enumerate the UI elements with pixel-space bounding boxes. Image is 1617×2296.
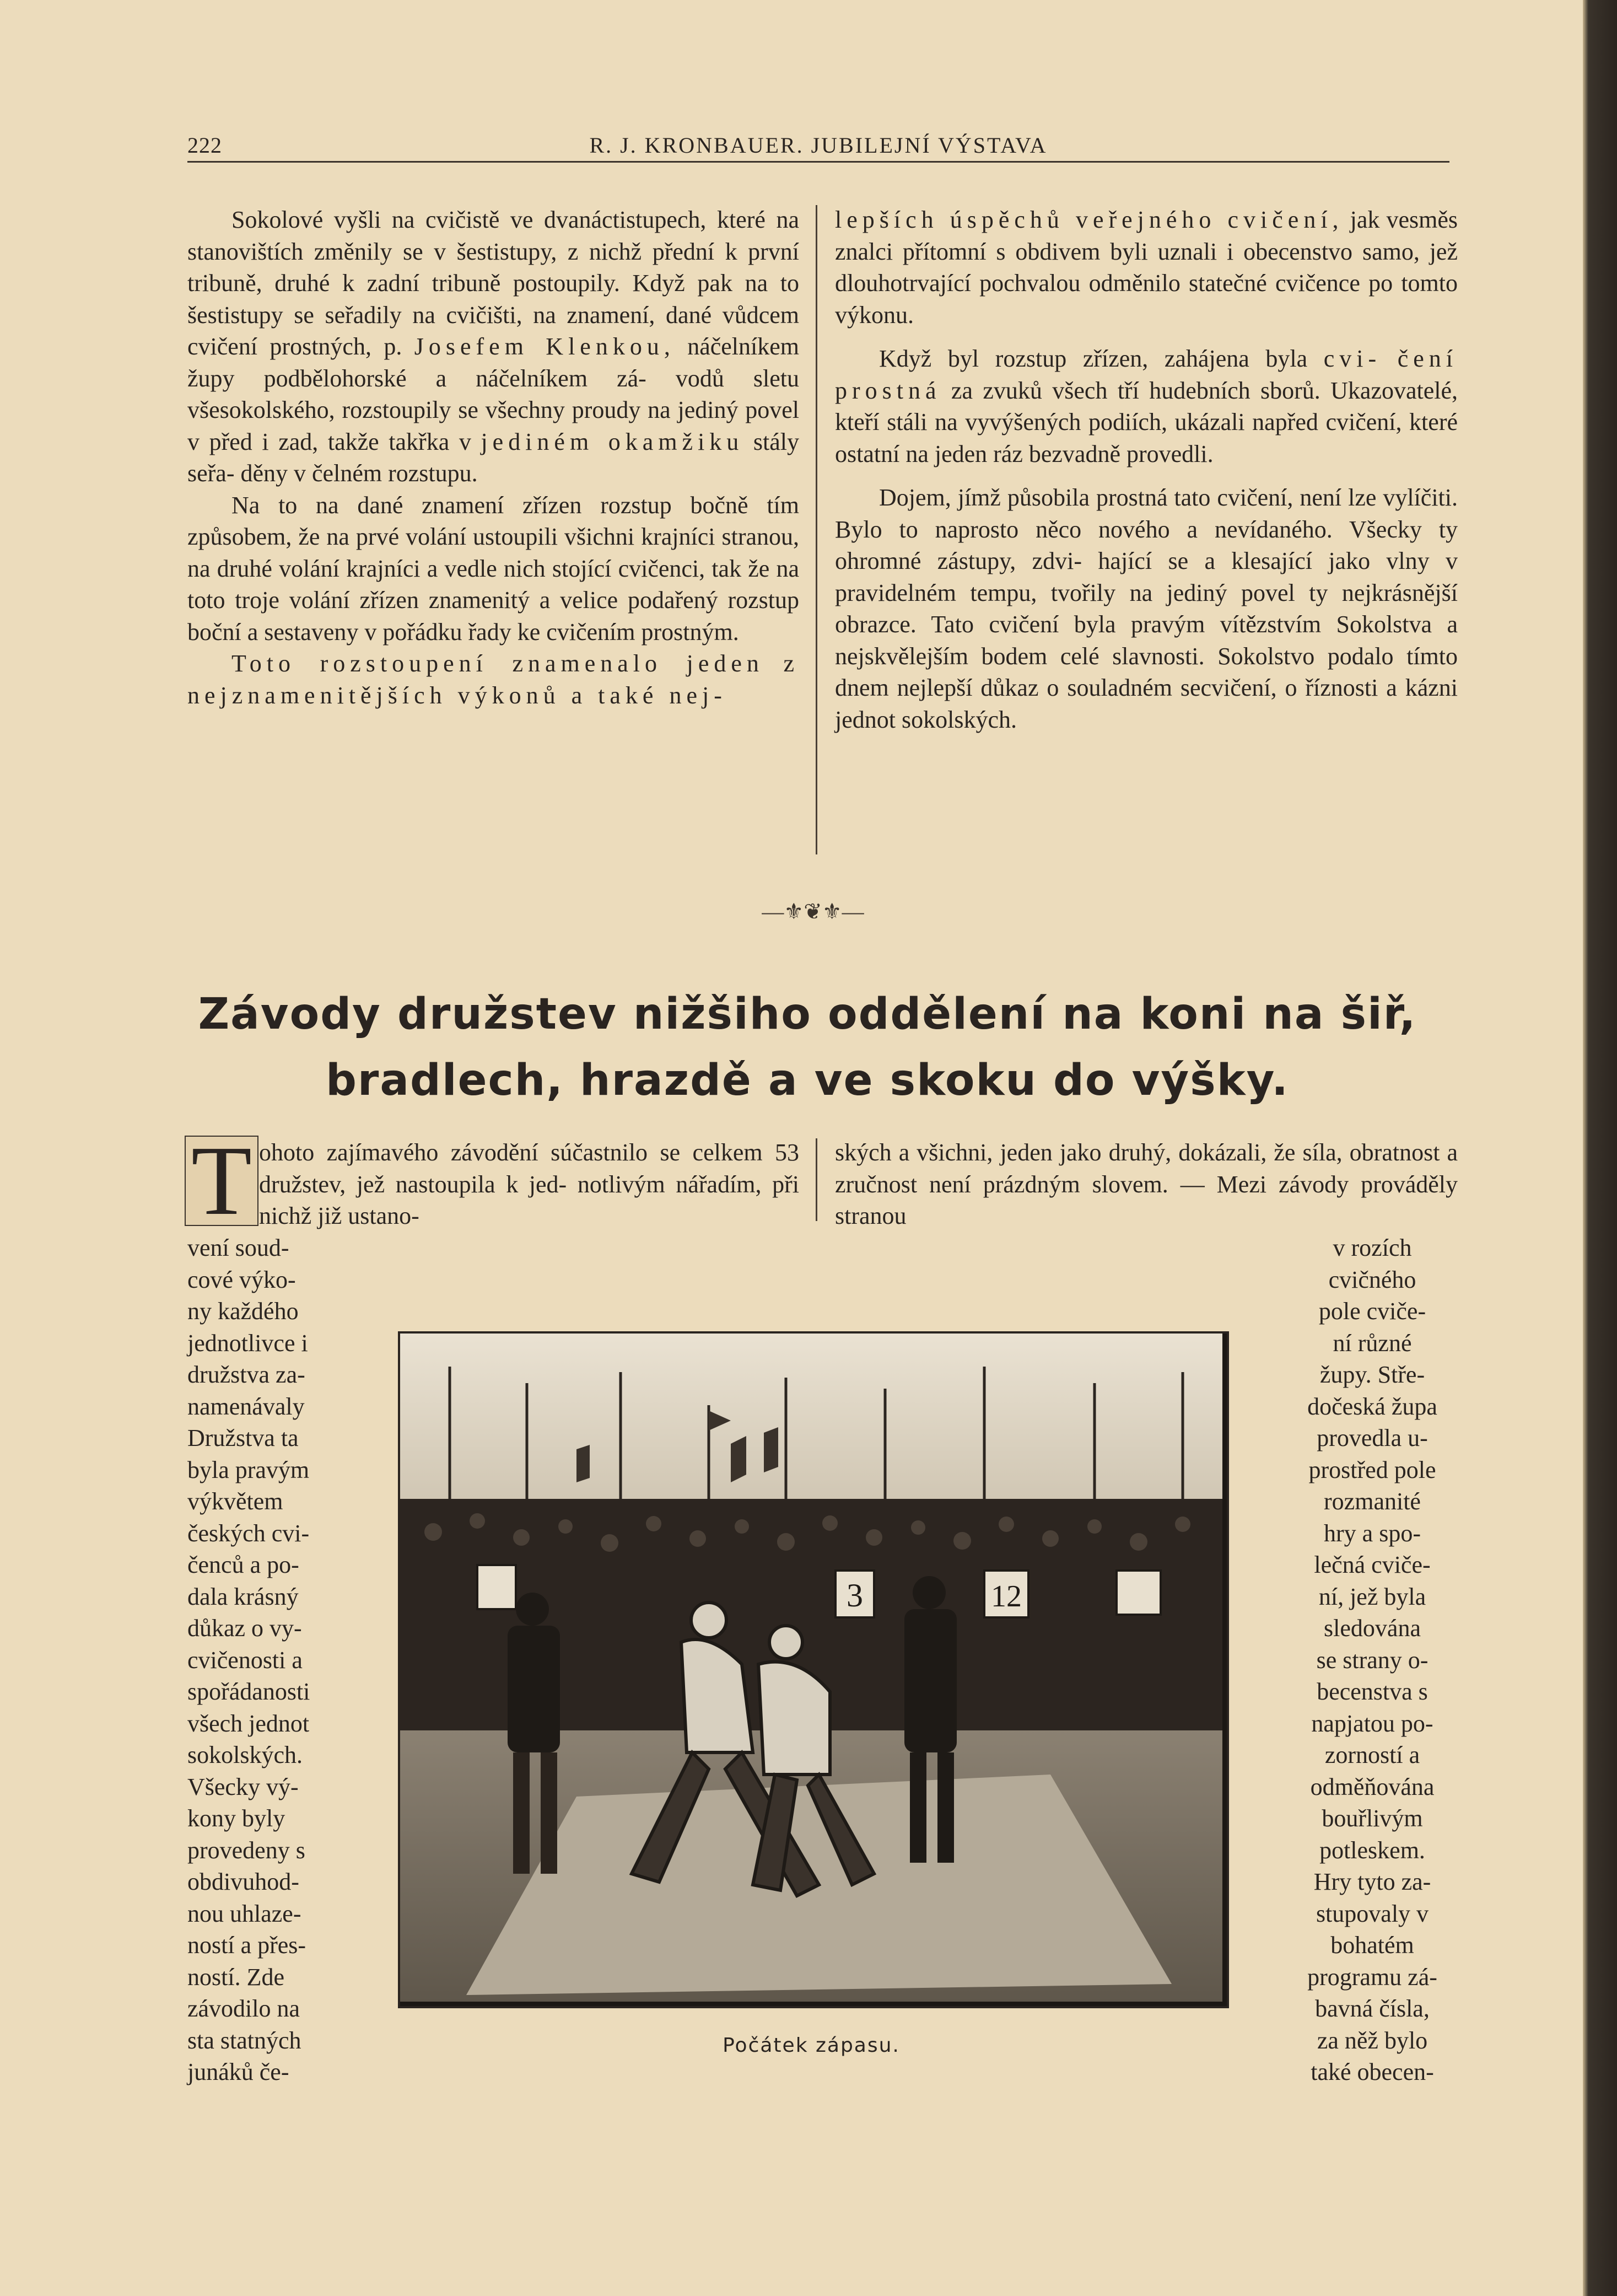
- right-narrow-column: v rozích cvičného pole cviče- ní různé župy. Stře- dočeská župa provedla u- prostřed pole rozmanité hry a spo- lečná cviče- ní, jež byla sledována se strany o- becenstva s napjatou po- zorností a odměňována bouřlivým potleskem. Hry tyto za- stupovaly v bohatém programu zá- bavná čísla, za něž bylo také obecen-: [1307, 1234, 1437, 2085]
- ornament-divider: —⚜❦⚜—: [762, 899, 864, 924]
- paragraph: Na to na dané znamení zřízen rozstup bočně tím způsobem, že na prvé volání ustoupili všichni krajníci stranou, na druhé volání krajníci a vedle nich stojící cvičenci, tak že na toto troje volání zřízen znamenitý a velice podařený rozstup boční a sestaveny v pořádku řady ke cvičením prostným.: [187, 491, 800, 646]
- paragraph: Když byl rozstup zřízen, zahájena byla cvi- čení prostná za zvuků všech tří hudebních sborů. Ukazovatelé, kteří stáli na vyvýšených podiích, ukázali napřed cvičení, které ostatní na jeden ráz bezvadně provedli.: [835, 345, 1458, 467]
- title-line-2: bradlech, hrazdě a ve skoku do výšky.: [326, 1056, 1289, 1105]
- paragraph: Toto rozstoupení znamenalo jeden z nejznamenitějších výkonů a také nej-: [187, 650, 799, 709]
- sky: [400, 1333, 1222, 1510]
- wrestling-photo: [398, 1331, 1229, 2008]
- top-right-column: [835, 204, 1458, 735]
- top-left-column: [187, 204, 799, 711]
- sign-number-12: 12: [991, 1579, 1022, 1614]
- page-number: 222: [187, 133, 222, 158]
- title-line-1: Závody družstev nižšiho oddělení na koni na šiř,: [198, 990, 1417, 1039]
- photo-caption: Počátek zápasu.: [723, 2034, 900, 2057]
- sign-number-3: 3: [847, 1577, 863, 1614]
- paragraph: Dojem, jímž působila prostná tato cvičení, není lze vylíčiti. Bylo to naprosto něco nového a nevídaného. Všecky ty ohromné zástupy, zdvi- hající se a klesající jako vlny v pravidelném tempu, tvořily na jediný povel ty nejkrásnější obrazce. Tato cvičení byla pravým vítězstvím Sokolstva a nejskvělejším bodem celé slavnosti. Sokolstvo podalo tímto dnem nejlepší důkaz o souladném secvičení, o říznosti a kázni jednot sokolských.: [835, 484, 1458, 733]
- article-title: [165, 981, 1449, 1114]
- column-rule: [816, 1138, 817, 1221]
- intro-text: ohoto zajímavého závodění súčastnilo se celkem 53 družstev, jež nastoupila k jed- notlivým nářadím, při nichž již ustano-: [259, 1139, 800, 1229]
- drop-cap: T: [185, 1136, 258, 1226]
- page-edge: [1583, 0, 1617, 2296]
- column-rule: [816, 205, 817, 854]
- running-header: [187, 128, 1449, 163]
- paragraph: Sokolové vyšli na cvičistě ve dvanáctistupech, které na stanovištích změnily se v šestistupy, z nichž přední k první tribuně, druhé k zadní tribuně postoupily. Když pak na to šestistupy se seřadily na cvičišti, na znamení, dané vůdcem cvičení prostných, p. Josefem Klenkou, náčelníkem župy podbělohorské a náčelníkem zá- vodů sletu všesokolského, rozstoupily se všechny proudy na jediný povel v před i zad, takže takřka v jediném okamžiku stály seřa- děny v čelném rozstupu.: [187, 206, 800, 487]
- running-head-title: R. J. KRONBAUER. JUBILEJNÍ VÝSTAVA: [589, 133, 1048, 158]
- paragraph: lepších úspěchů veřejného cvičení, jak vesměs znalci přítomní s obdivem byli uznali i obecenstvo samo, jež dlouhotrvající pochvalou odměnilo statečné cvičence po tomto výkonu.: [835, 206, 1458, 329]
- right-intro-text: ských a všichni, jeden jako druhý, dokázali, že síla, obratnost a zručnost není prázdným slovem. — Mezi závody prováděly stranou: [835, 1139, 1458, 1229]
- left-narrow-column: vení soud- cové výko- ny každého jednotlivce i družstva za- namenávaly Družstva ta byla pravým výkvětem českých cvi- čenců a po- dala krásný důkaz o vy- cvičenosti a spořádanosti všech jednot sokolských. Všecky vý- kony byly provedeny s obdivuhod- nou uhlaze- ností a přes- ností. Zde závodilo na sta statných junáků če-: [187, 1234, 310, 2085]
